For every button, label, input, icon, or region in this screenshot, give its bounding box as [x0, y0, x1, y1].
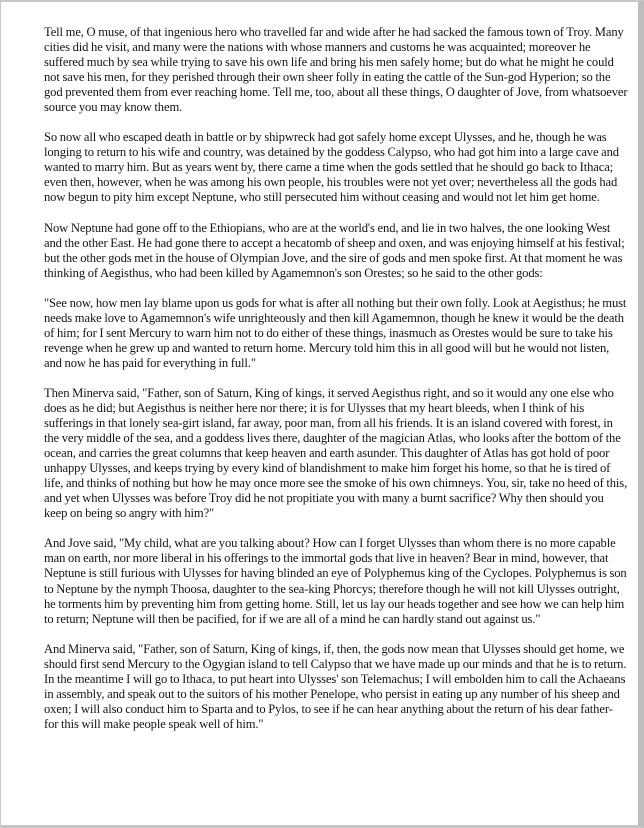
paragraph: Tell me, O muse, of that ingenious hero who travelled far and wide after he had sacked the famous town of Troy. Many cities did he visit, and many were the nations with whose manners and customs he was acquainted; moreover he suffered much by sea while trying to save his own life and bring his men safely home; but do what he might he could not save his men, for they perished through their own sheer folly in eating the cattle of the Sun-god Hyperion; so the god prevented them from ever reaching home. Tell me, too, about all these things, O daughter of Jove, from whatsoever source you may know them.: [44, 25, 628, 115]
paragraph: So now all who escaped death in battle or by shipwreck had got safely home except Ulysses, and he, though he was longing to return to his wife and country, was detained by the goddess Calypso, who had got him into a large cave and wanted to marry him. But as years went by, there came a time when the gods settled that he should go back to Ithaca; even then, however, when he was among his own people, his troubles were not yet over; nevertheless all the gods had now begun to pity him except Neptune, who still persecuted him without ceasing and would not let him get home.: [44, 130, 619, 205]
paragraph: And Jove said, "My child, what are you talking about? How can I forget Ulysses than whom there is no more capable man on earth, nor more liberal in his offerings to the immortal gods that live in heaven? Bear in mind, however, that Neptune is still furious with Ulysses for having blinded an eye of Polyphemus king of the Cyclopes. Polyphemus is son to Neptune by the nymph Thoosa, daughter to the sea-king Phorcys; therefore though he will not kill Ulysses outright, he torments him by preventing him from getting home. Still, let us lay our heads together and see how we can help him to return; Neptune will then be pacified, for if we are all of a mind he can hardly stand out against us.": [44, 536, 627, 626]
paragraph: "See now, how men lay blame upon us gods for what is after all nothing but their own folly. Look at Aegisthus; he must needs make love to Agamemnon's wife unrighteously and then kill Agamemnon, though he knew it would be the death of him; for I sent Mercury to warn him not to do either of these things, inasmuch as Orestes would be sure to take his revenge when he grew up and wanted to return home. Mercury told him this in all good will but he would not listen, and now he has paid for everything in full.": [44, 295, 627, 370]
paragraph: And Minerva said, "Father, son of Saturn, King of kings, if, then, the gods now mean that Ulysses should get home, we should first send Mercury to the Ogygian island to tell Calypso that we have made up our minds and that he is to return. In the meantime I will go to Ithaca, to put heart into Ulysses' son Telemachus; I will embolden him to call the Achaeans in assembly, and speak out to the suitors of his mother Penelope, who persist in eating up any number of his sheep and oxen; I will also conduct him to Sparta and to Pylos, to see if he can hear anything about the return of his dear father- for this will make people speak well of him.": [44, 641, 627, 731]
document-body: [44, 25, 628, 747]
paragraph: Now Neptune had gone off to the Ethiopians, who are at the world's end, and lie in two halves, the one looking West and the other East. He had gone there to accept a hecatomb of sheep and oxen, and was enjoying himself at his festival; but the other gods met in the house of Olympian Jove, and the sire of gods and men spoke first. At that moment he was thinking of Aegisthus, who had been killed by Agamemnon's son Orestes; so he said to the other gods:: [44, 220, 625, 280]
paragraph: Then Minerva said, "Father, son of Saturn, King of kings, it served Aegisthus right, and so it would any one else who does as he did; but Aegisthus is neither here nor there; it is for Ulysses that my heart bleeds, when I think of his sufferings in that lonely sea-girt island, far away, poor man, from all his friends. It is an island covered with forest, in the very middle of the sea, and a goddess lives there, daughter of the magician Atlas, who looks after the bottom of the ocean, and carries the great columns that keep heaven and earth asunder. This daughter of Atlas has got hold of poor unhappy Ulysses, and keeps trying by every kind of blandishment to make him forget his home, so that he is tired of life, and thinks of nothing but how he may once more see the smoke of his own chimneys. You, sir, take no heed of this, and yet when Ulysses was before Troy did he not propitiate you with many a burnt sacrifice? Why then should you keep on being so angry with him?": [44, 385, 628, 521]
